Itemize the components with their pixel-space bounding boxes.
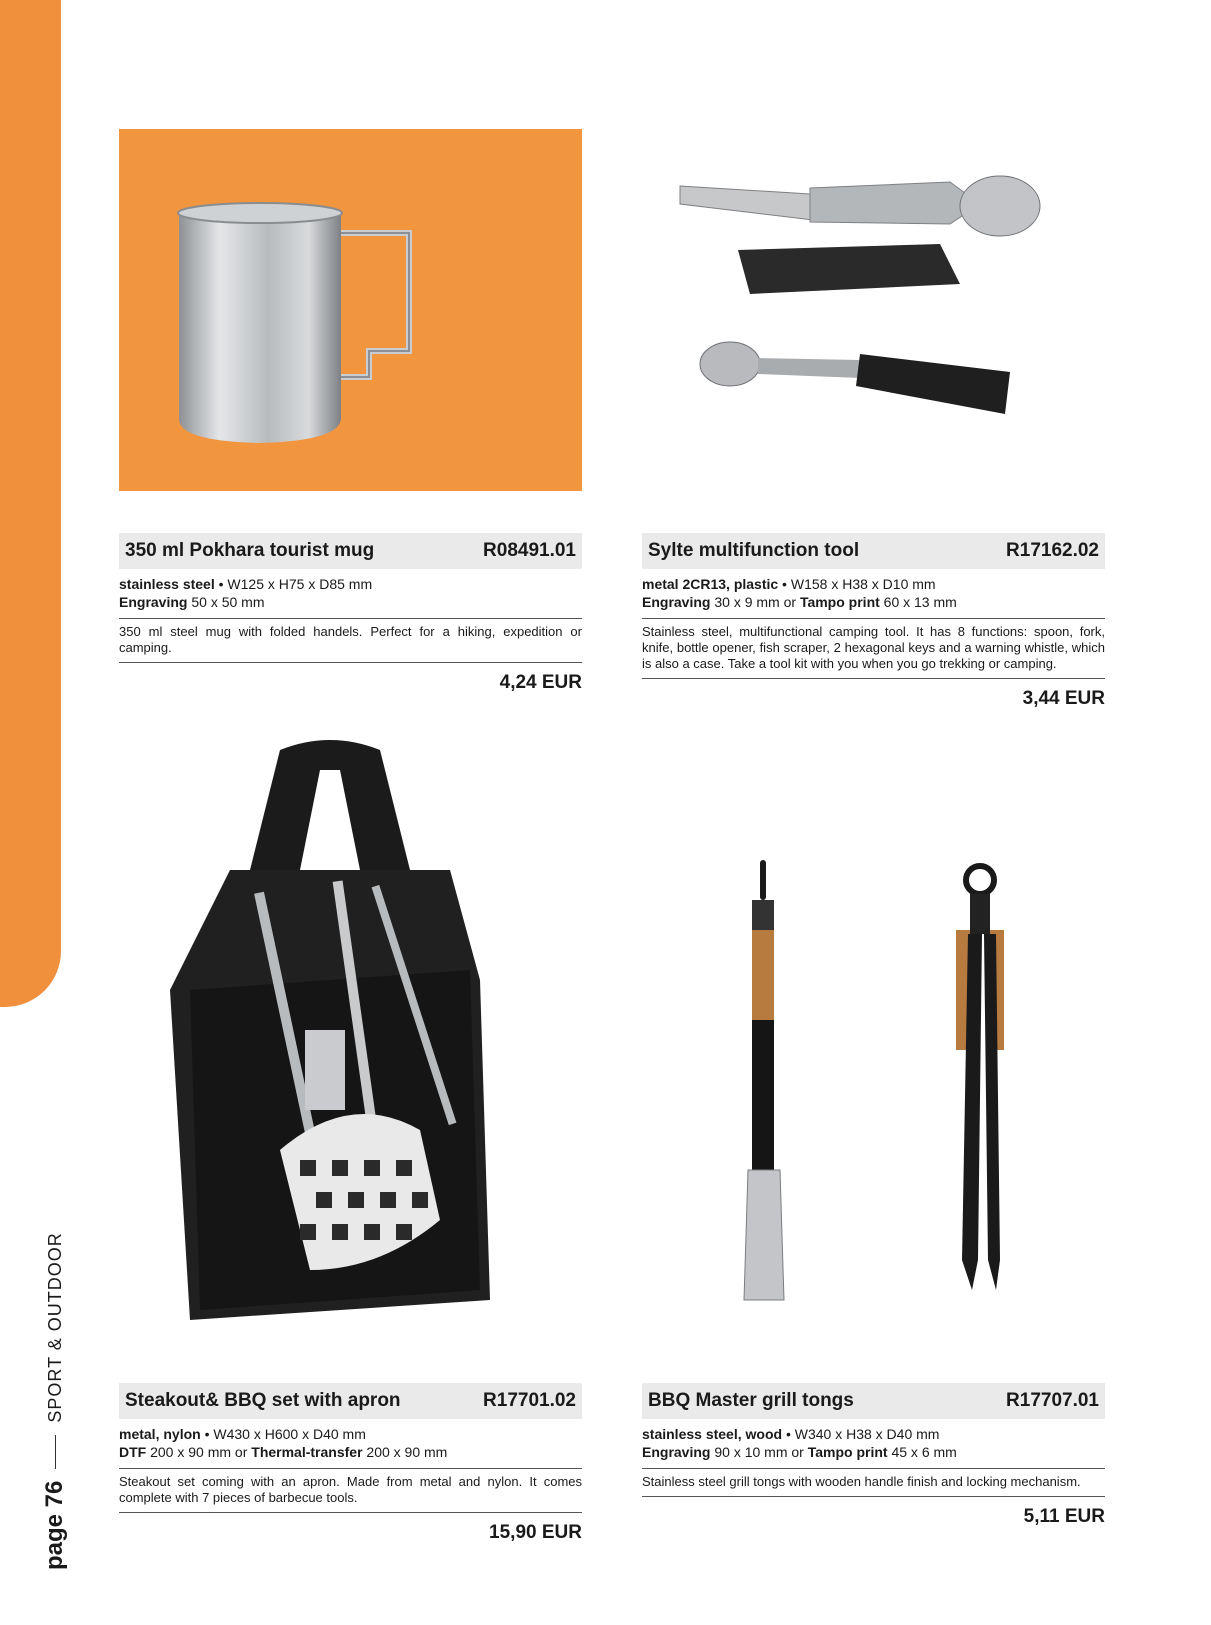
product-title: 350 ml Pokhara tourist mug (125, 540, 375, 561)
print-method-alt: Tampo print (807, 1444, 888, 1460)
print-size: 50 x 50 mm (187, 594, 265, 610)
product-specs (642, 1425, 1105, 1469)
print-method: Engraving (642, 594, 711, 610)
product-code: R08491.01 (483, 540, 576, 561)
print-size: 90 x 10 mm or (710, 1444, 808, 1460)
print-method: DTF (119, 1444, 147, 1460)
material: stainless steel, wood (642, 1426, 783, 1442)
title-bar (119, 1383, 582, 1419)
product-description: Stainless steel grill tongs with wooden handle finish and locking mechanism. (642, 1474, 1105, 1497)
print-size: 200 x 90 mm or (146, 1444, 252, 1460)
print-size-alt: 45 x 6 mm (887, 1444, 957, 1460)
title-bar (642, 1383, 1105, 1419)
product-price: 15,90 EUR (489, 1522, 582, 1543)
product-description: Steakout set coming with an apron. Made from metal and nylon. It comes complete with 7 pieces of barbecue tools. (119, 1474, 582, 1513)
product-card (642, 533, 1105, 710)
product-card (642, 1383, 1105, 1528)
material: stainless steel (119, 576, 215, 592)
product-title: BBQ Master grill tongs (648, 1390, 854, 1411)
print-method-alt: Thermal-transfer (251, 1444, 363, 1460)
dimensions: • W125 x H75 x D85 mm (214, 576, 373, 592)
product-description: 350 ml steel mug with folded handels. Perfect for a hiking, expedition or camping. (119, 624, 582, 663)
product-title: Sylte multifunction tool (648, 540, 860, 561)
print-size: 30 x 9 mm or (710, 594, 800, 610)
section-name: SPORT & OUTDOOR (44, 1232, 65, 1423)
steel-mug-image (119, 129, 582, 491)
dimensions: • W430 x H600 x D40 mm (200, 1426, 366, 1442)
material: metal 2CR13, plastic (642, 576, 779, 592)
print-method: Engraving (642, 1444, 711, 1460)
product-code: R17701.02 (483, 1390, 576, 1411)
product-code: R17162.02 (1006, 540, 1099, 561)
title-bar (642, 533, 1105, 569)
grill-tongs-image (700, 860, 1080, 1320)
page-number: page 76 (41, 1480, 68, 1570)
product-price: 4,24 EUR (499, 672, 582, 693)
product-specs (119, 1425, 582, 1469)
section-color-tab (0, 0, 61, 1007)
print-size-alt: 60 x 13 mm (879, 594, 957, 610)
product-code: R17707.01 (1006, 1390, 1099, 1411)
material: metal, nylon (119, 1426, 201, 1442)
product-title: Steakout& BBQ set with apron (125, 1390, 401, 1411)
print-method-alt: Tampo print (799, 594, 880, 610)
product-price: 5,11 EUR (1023, 1506, 1105, 1527)
product-card (119, 533, 582, 694)
dimensions: • W158 x H38 x D10 mm (778, 576, 936, 592)
product-description: Stainless steel, multifunctional camping tool. It has 8 functions: spoon, fork, knife, bottle opener, fish scraper, 2 hexagonal keys and a warning whistle, which is also a case. Take a tool kit with you when you go trekking or camping. (642, 624, 1105, 679)
print-size-alt: 200 x 90 mm (362, 1444, 448, 1460)
product-price: 3,44 EUR (1022, 688, 1105, 709)
product-specs (119, 575, 582, 619)
dimensions: • W340 x H38 x D40 mm (782, 1426, 940, 1442)
divider (55, 1435, 56, 1469)
bbq-apron-set-image (130, 730, 590, 1370)
title-bar (119, 533, 582, 569)
product-specs (642, 575, 1105, 619)
product-card (119, 1383, 582, 1544)
vertical-page-label (41, 1232, 69, 1570)
multi-tool-image (660, 124, 1090, 496)
print-method: Engraving (119, 594, 188, 610)
